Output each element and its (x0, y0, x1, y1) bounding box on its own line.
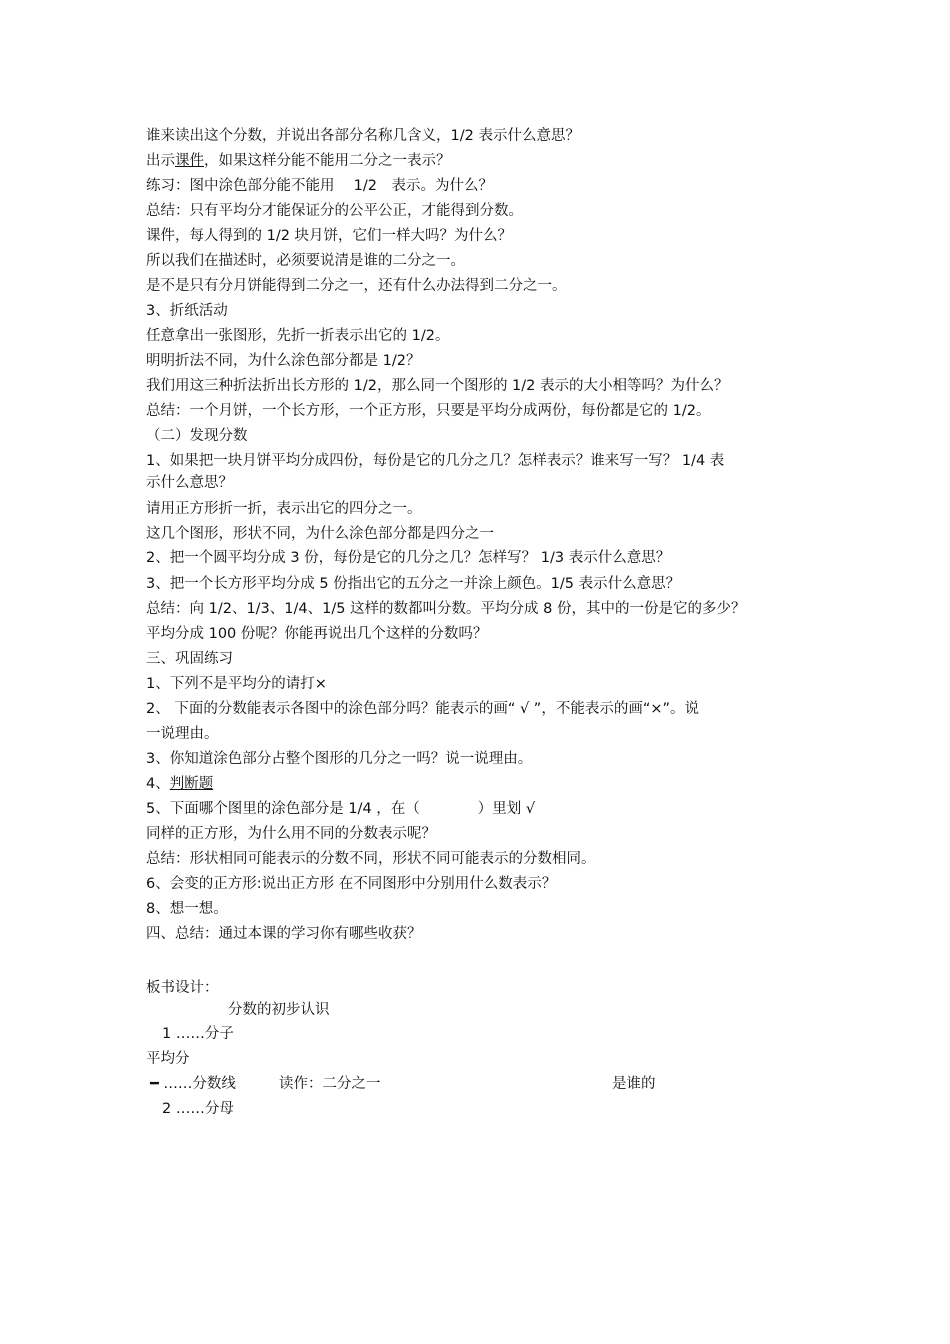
text-line (146, 774, 213, 794)
text-line: 明明折法不同，为什么涂色部分都是 1/2？ (146, 353, 421, 369)
text-line: 5、下面哪个图里的涂色部分是 1/4 ，在（ ）里划 √ (146, 801, 536, 817)
text-line: 8、想一想。 (146, 901, 228, 917)
text-segment: ，如果这样分能不能用二分之一表示？ (204, 153, 451, 169)
underlined-term: 判断题 (169, 776, 214, 792)
text-line: 是不是只有分月饼能得到二分之一，还有什么办法得到二分之一。 (146, 278, 567, 294)
text-line: 总结：向 1/2、1/3、1/4、1/5 这样的数都叫分数。平均分成 8 份，其中的一份是它的多少？ (146, 601, 746, 617)
text-line: 总结：一个月饼，一个长方形，一个正方形，只要是平均分成两份，每份都是它的 1/2。 (146, 403, 711, 419)
text-line (146, 151, 451, 171)
text-line: 我们用这三种折法折出长方形的 1/2，那么同一个图形的 1/2 表示的大小相等吗？为什么？ (146, 378, 729, 394)
text-line: 同样的正方形，为什么用不同的分数表示呢？ (146, 826, 436, 842)
text-line: 2、 下面的分数能表示各图中的涂色部分吗？能表示的画“ √ ”，不能表示的画“×”。说 (146, 701, 699, 717)
text-line: 请用正方形折一折，表示出它的四分之一。 (146, 501, 422, 517)
board-numerator: 1 ……分子 (162, 1026, 234, 1042)
board-fraction-line: ━ ……分数线 (150, 1076, 236, 1092)
text-line: 一说理由。 (146, 726, 219, 742)
text-segment: 4、 (146, 776, 170, 792)
text-line: 6、会变的正方形:说出正方形 在不同图形中分别用什么数表示？ (146, 876, 557, 892)
text-line: 3、折纸活动 (146, 303, 228, 319)
underlined-term: 课件 (175, 153, 204, 169)
text-line: 1、如果把一块月饼平均分成四份，每份是它的几分之几？怎样表示？谁来写一写？ 1/4 表 (146, 453, 725, 469)
text-line: 这几个图形，形状不同，为什么涂色部分都是四分之一 (146, 526, 494, 542)
board-heading: 板书设计： (146, 980, 219, 996)
text-line: 四、总结：通过本课的学习你有哪些收获？ (146, 926, 422, 942)
text-line: 谁来读出这个分数，并说出各部分名称几含义，1/2 表示什么意思？ (146, 128, 580, 144)
text-line: 3、把一个长方形平均分成 5 份指出它的五分之一并涂上颜色。1/5 表示什么意思？ (146, 576, 681, 592)
board-denominator: 2 ……分母 (162, 1101, 234, 1117)
board-read-as: 读作：二分之一 (279, 1076, 381, 1092)
text-line: 三、巩固练习 (146, 651, 233, 667)
text-line: （二）发现分数 (146, 428, 248, 444)
text-segment: 出示 (146, 153, 175, 169)
text-line: 1、下列不是平均分的请打× (146, 676, 327, 692)
text-line: 总结：形状相同可能表示的分数不同，形状不同可能表示的分数相同。 (146, 851, 596, 867)
text-line: 任意拿出一张图形，先折一折表示出它的 1/2。 (146, 328, 450, 344)
text-line: 3、你知道涂色部分占整个图形的几分之一吗？说一说理由。 (146, 751, 533, 767)
text-line: 示什么意思？ (146, 475, 233, 491)
text-line: 总结：只有平均分才能保证分的公平公正，才能得到分数。 (146, 203, 523, 219)
text-line: 2、把一个圆平均分成 3 份，每份是它的几分之几？怎样写？ 1/3 表示什么意思？ (146, 550, 671, 566)
board-title: 分数的初步认识 (228, 1002, 330, 1018)
text-line: 所以我们在描述时，必须要说清是谁的二分之一。 (146, 253, 465, 269)
board-whose: 是谁的 (612, 1076, 656, 1092)
board-average: 平均分 (146, 1051, 190, 1067)
text-line: 平均分成 100 份呢？你能再说出几个这样的分数吗？ (146, 626, 488, 642)
text-line: 课件，每人得到的 1/2 块月饼，它们一样大吗？为什么？ (146, 228, 513, 244)
text-line: 练习：图中涂色部分能不能用 1/2 表示。为什么？ (146, 178, 493, 194)
